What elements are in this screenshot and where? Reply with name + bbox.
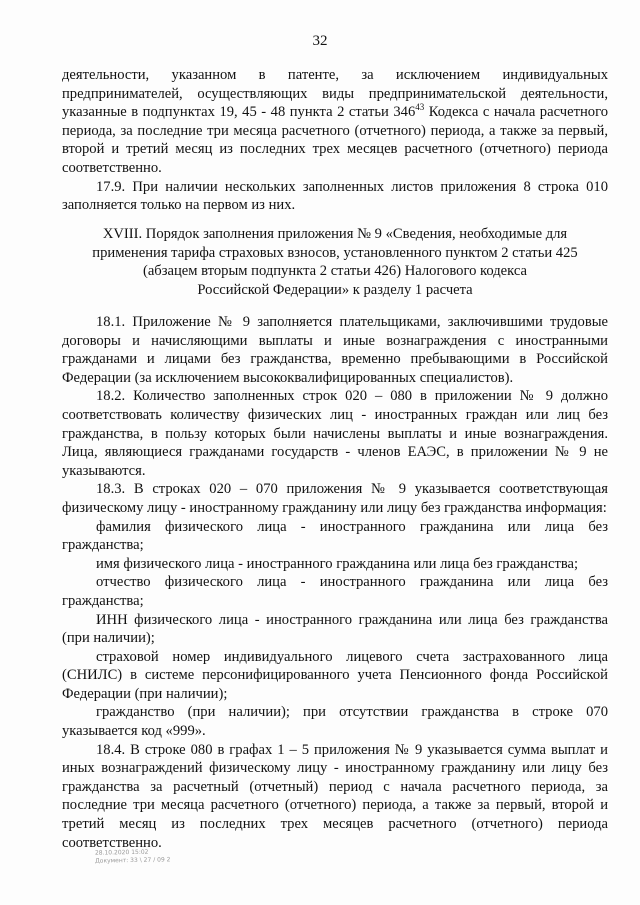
paragraph-18-1: 18.1. Приложение № 9 заполняется плательщиками, заключившими трудовые договоры и начисляющими выплаты и иные вознаграждения с иностранными гражданами и лицами без гражданства, временно пребывающими в Российской Федерации (за исключением высококвалифицированных специалистов). [62, 314, 608, 386]
paragraph-17-8-continuation [62, 66, 608, 178]
heading-line-4: Российской Федерации» к разделу 1 расчета [197, 281, 473, 298]
list-item-citizenship: гражданство (при наличии); при отсутствии гражданства в строке 070 указывается код «999». [62, 704, 608, 740]
list-item-name: имя физического лица - иностранного гражданина или лица без гражданства; [96, 555, 579, 572]
list-item-inn: ИНН физического лица - иностранного гражданина или лица без гражданства (при наличии); [62, 611, 608, 647]
continuation-text-part2: Кодекса с начала расчетного периода, за последние три месяца расчетного (отчетного) периода, а также за первый, второй и третий месяц из последних трех месяцев расчетного (отчетного) периода соответственно. [62, 104, 608, 176]
list-item-surname: фамилия физического лица - иностранного гражданина или лица без гражданства; [62, 518, 608, 554]
electronic-stamp [95, 848, 171, 865]
paragraph-18-3: 18.3. В строках 020 – 070 приложения № 9 указывается соответствующая физическому лицу - иностранному гражданину или лицу без гражданства информация: [62, 481, 608, 516]
section-18-body [62, 313, 608, 852]
footnote-superscript: 43 [415, 102, 425, 113]
stamp-line-2: Документ: 33 \ 27 / 09 2 [95, 856, 171, 865]
list-item-snils: страховой номер индивидуального лицевого счета застрахованного лица (СНИЛС) в системе персонифицированного учета Пенсионного фонда Российской Федерации (при наличии); [62, 648, 608, 702]
paragraph-18-2: 18.2. Количество заполненных строк 020 – 080 в приложении № 9 должно соответствовать количеству физических лиц - иностранных граждан или лиц без гражданства, в пользу которых были начислены выплаты и иные вознаграждения. Лица, являющиеся гражданами государств - членов ЕАЭС, в приложении № 9 не указываются. [62, 388, 608, 479]
section-heading-xviii [62, 225, 608, 299]
heading-line-3: (абзацем вторым подпункта 2 статьи 426) Налогового кодекса [142, 263, 528, 280]
paragraph-18-4: 18.4. В строке 080 в графах 1 – 5 приложения № 9 указывается сумма выплат и иных вознаграждений физическому лицу - иностранному гражданину или лицу без гражданства за расчетный (отчетный) период с начала расчетного периода, за последние три месяца расчетного (отчетного) периода, а также за первый, второй и третий месяц из последних трех месяцев расчетного (отчетного) периода соответственно. [62, 741, 608, 851]
list-item-patronymic: отчество физического лица - иностранного гражданина или лица без гражданства; [62, 574, 608, 609]
paragraph-17-9: 17.9. При наличии нескольких заполненных листов приложения 8 строка 010 заполняется только на первом из них. [62, 178, 608, 214]
continuation-text-part1: деятельности, указанном в патенте, за исключением индивидуальных предпринимателей, осуществляющих виды предпринимательской деятельности, указанные в подпунктах 19, 45 - 48 пункта 2 статьи 346 [62, 67, 608, 121]
heading-line-2: применения тарифа страховых взносов, установленного пунктом 2 статьи 425 [92, 244, 578, 261]
page-number: 32 [312, 33, 328, 49]
stamp-line-1: 28.10.2020 15:02 [94, 848, 149, 857]
heading-line-1: XVIII. Порядок заполнения приложения № 9 «Сведения, необходимые для [102, 226, 568, 242]
section-17-continuation [62, 66, 608, 215]
